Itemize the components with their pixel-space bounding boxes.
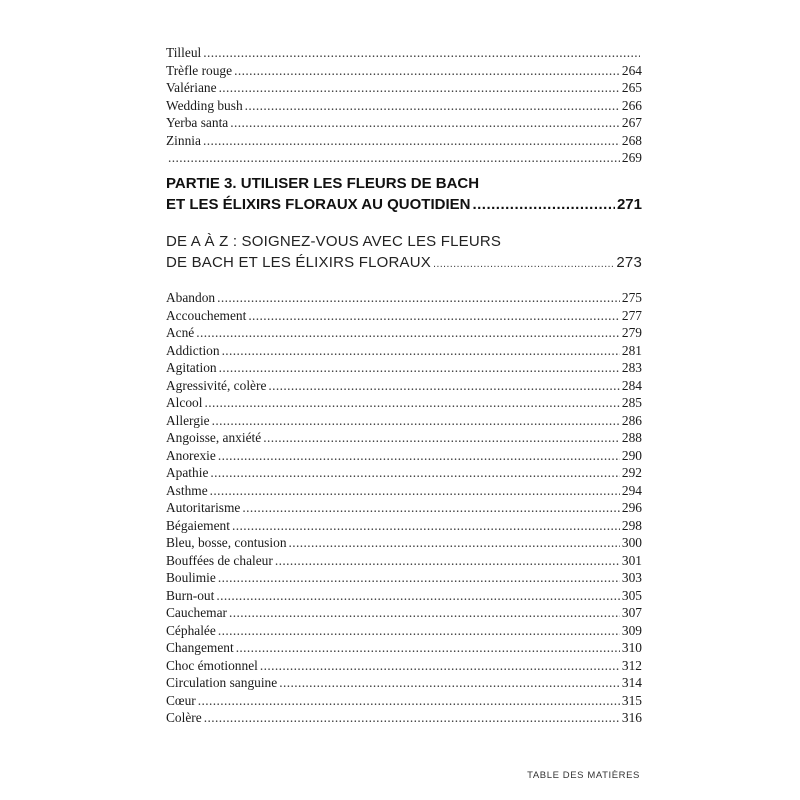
toc-entry-title: Angoisse, anxiété	[166, 430, 262, 445]
dot-leader	[168, 149, 620, 167]
toc-entry-page: 300	[621, 535, 642, 550]
toc-entry-page: 269	[621, 150, 642, 165]
part-heading-leader	[472, 194, 615, 215]
dot-leader	[245, 97, 620, 115]
toc-entry-page: 284	[621, 377, 642, 393]
toc-entry[interactable]	[166, 482, 642, 500]
part-heading-page: 271	[616, 196, 642, 213]
toc-entry[interactable]	[166, 657, 642, 675]
toc-entry[interactable]	[166, 377, 642, 395]
part-heading-line2: ET LES ÉLIXIRS FLORAUX AU QUOTIDIEN	[166, 196, 471, 213]
toc-entry-page: 314	[621, 675, 642, 690]
toc-entry-page: 290	[621, 447, 642, 463]
chapter-heading-line1: DE A À Z : SOIGNEZ-VOUS AVEC LES FLEURS	[166, 233, 502, 250]
toc-entry-title: Circulation sanguine	[166, 675, 278, 690]
toc-entry-page: 312	[621, 657, 642, 673]
toc-entry-title: Changement	[166, 640, 234, 655]
toc-entry[interactable]	[166, 499, 642, 517]
toc-entry-title: Bégaiement	[166, 517, 230, 533]
toc-entry-title: Cœur	[166, 692, 196, 708]
toc-entry-page: 281	[621, 342, 642, 358]
toc-entry-page: 279	[621, 325, 642, 340]
toc-entry-title: Accouchement	[166, 307, 247, 323]
toc-entry[interactable]	[166, 289, 642, 307]
dot-leader	[236, 639, 620, 657]
dot-leader	[210, 482, 620, 500]
dot-leader	[229, 604, 620, 622]
toc-entry-page: 296	[621, 500, 642, 515]
toc-entry[interactable]	[166, 674, 642, 692]
toc-entry-page: 316	[621, 710, 642, 725]
chapter-heading-leader	[433, 254, 614, 275]
toc-entry-page: 305	[621, 587, 642, 603]
toc-entry-title: Allergie	[166, 412, 210, 428]
toc-entry-page: 309	[621, 622, 642, 638]
remedy-entries-list	[166, 289, 642, 727]
toc-entry-title: Acné	[166, 325, 195, 340]
toc-entry-page: 275	[621, 290, 642, 305]
toc-entry-title: Cauchemar	[166, 605, 227, 620]
dot-leader	[232, 517, 620, 535]
toc-entry[interactable]	[166, 114, 642, 132]
toc-entry-title: Valériane	[166, 80, 217, 95]
toc-entry[interactable]	[166, 587, 642, 605]
dot-leader	[275, 552, 620, 570]
toc-entry-page: 292	[621, 465, 642, 480]
toc-entry[interactable]	[166, 622, 642, 640]
toc-entry-title: Addiction	[166, 342, 220, 358]
dot-leader	[289, 534, 620, 552]
plant-entries-list	[166, 44, 642, 167]
toc-entry-title: Céphalée	[166, 622, 216, 638]
toc-entry[interactable]	[166, 394, 642, 412]
toc-entry[interactable]	[166, 359, 642, 377]
toc-entry-title: Zinnia	[166, 132, 201, 148]
toc-entry-title: Agitation	[166, 360, 217, 375]
dot-leader	[212, 412, 620, 430]
dot-leader	[218, 622, 620, 640]
dot-leader	[263, 429, 620, 447]
toc-entry-page: 294	[621, 482, 642, 498]
toc-entry[interactable]	[166, 324, 642, 342]
toc-entry-page: 264	[621, 62, 642, 78]
toc-entry[interactable]	[166, 44, 642, 62]
toc-entry-title: Colère	[166, 710, 202, 725]
toc-entry-title: Boulimie	[166, 570, 216, 585]
toc-entry[interactable]	[166, 79, 642, 97]
chapter-heading-page: 273	[616, 254, 642, 271]
dot-leader	[217, 289, 620, 307]
toc-entry[interactable]	[166, 132, 642, 150]
dot-leader	[260, 657, 620, 675]
dot-leader	[222, 342, 620, 360]
toc-entry-page: 268	[621, 132, 642, 148]
dot-leader	[203, 132, 620, 150]
dot-leader	[218, 569, 620, 587]
dot-leader	[234, 62, 620, 80]
toc-entry-page: 310	[621, 640, 642, 655]
toc-entry[interactable]	[166, 709, 642, 727]
dot-leader	[268, 377, 620, 395]
toc-entry-title: Autoritarisme	[166, 500, 241, 515]
toc-entry[interactable]	[166, 464, 642, 482]
toc-entry-page: 286	[621, 412, 642, 428]
dot-leader	[219, 79, 620, 97]
dot-leader	[198, 692, 620, 710]
toc-entry-title: Apathie	[166, 465, 209, 480]
chapter-heading-row	[166, 252, 642, 275]
dot-leader	[218, 447, 620, 465]
dot-leader	[216, 587, 620, 605]
toc-entry-page: 288	[621, 430, 642, 445]
toc-entry-page: 303	[621, 570, 642, 585]
toc-entry[interactable]	[166, 692, 642, 710]
toc-entry-page: 283	[621, 360, 642, 375]
chapter-heading[interactable]	[166, 231, 642, 275]
dot-leader	[230, 114, 620, 132]
toc-entry-title: Bleu, bosse, contusion	[166, 535, 287, 550]
toc-entry[interactable]	[166, 412, 642, 430]
dot-leader	[248, 307, 620, 325]
toc-entry-title: Abandon	[166, 290, 216, 305]
toc-entry-page: 285	[621, 395, 642, 410]
toc-entry-page: 277	[621, 307, 642, 323]
toc-entry-title: Burn-out	[166, 587, 215, 603]
dot-leader	[242, 499, 620, 517]
toc-entry-title: Yerba santa	[166, 115, 229, 130]
toc-entry[interactable]	[166, 639, 642, 657]
dot-leader	[203, 44, 640, 62]
toc-entry[interactable]	[166, 62, 642, 80]
dot-leader	[210, 464, 620, 482]
toc-entry[interactable]	[166, 307, 642, 325]
toc-entry-page: 266	[621, 97, 642, 113]
running-footer: TABLE DES MATIÈRES	[527, 770, 640, 781]
toc-entry-title: Agressivité, colère	[166, 377, 267, 393]
toc-entry-title: Wedding bush	[166, 97, 243, 113]
toc-entry[interactable]	[166, 97, 642, 115]
toc-entry-title: Trèfle rouge	[166, 62, 233, 78]
toc-entry-page: 298	[621, 517, 642, 533]
toc-entry[interactable]	[166, 429, 642, 447]
toc-entry-page: 265	[621, 80, 642, 95]
toc-entry-title: Choc émotionnel	[166, 657, 258, 673]
dot-leader	[279, 674, 620, 692]
toc-entry[interactable]	[166, 447, 642, 465]
dot-leader	[204, 709, 620, 727]
toc-entry-page: 301	[621, 552, 642, 568]
chapter-heading-line2: DE BACH ET LES ÉLIXIRS FLORAUX	[166, 254, 431, 271]
toc-entry-title: Anorexie	[166, 447, 216, 463]
toc-entry-page: 267	[621, 115, 642, 130]
dot-leader	[204, 394, 619, 412]
toc-entry[interactable]	[166, 604, 642, 622]
dot-leader	[196, 324, 620, 342]
part-heading-line1: PARTIE 3. UTILISER LES FLEURS DE BACH	[166, 175, 480, 192]
toc-entry[interactable]	[166, 552, 642, 570]
part-3-heading[interactable]	[166, 173, 642, 215]
part-heading-row	[166, 194, 642, 215]
toc-entry[interactable]	[166, 342, 642, 360]
toc-entry-title: Tilleul	[166, 45, 202, 60]
dot-leader	[219, 359, 620, 377]
toc-entry-title: Alcool	[166, 395, 203, 410]
toc-entry-title: Asthme	[166, 482, 208, 498]
toc-entry[interactable]	[166, 517, 642, 535]
toc-entry[interactable]	[166, 149, 642, 167]
toc-entry-page: 307	[621, 605, 642, 620]
toc-entry-title: Bouffées de chaleur	[166, 552, 273, 568]
toc-entry[interactable]	[166, 569, 642, 587]
toc-entry-page: 315	[621, 692, 642, 708]
toc-entry[interactable]	[166, 534, 642, 552]
